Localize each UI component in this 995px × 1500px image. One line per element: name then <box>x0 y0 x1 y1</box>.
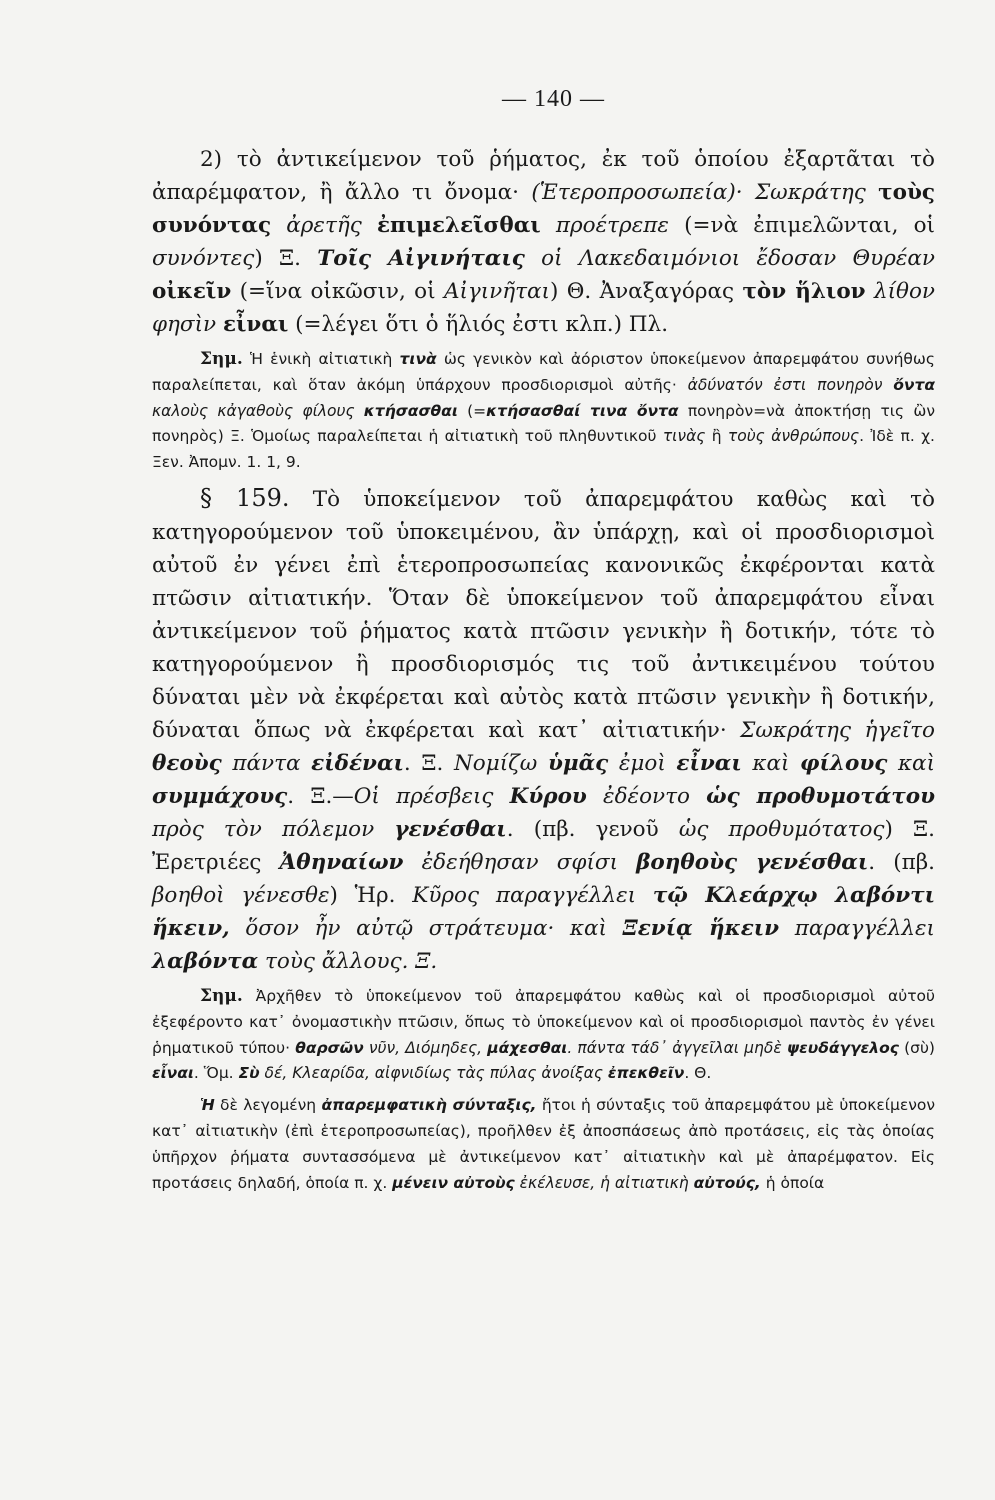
emph: ὑμᾶς <box>547 750 609 776</box>
text: Αἰγινῆται <box>443 279 550 304</box>
emph: θεοὺς <box>152 750 222 776</box>
text: ὡς γενικὸν καὶ ἀόριστον ὑποκείμενον ἀπαρεμφάτου συνήθως παραλείπεται, καὶ ὅταν ἀκόμη ὑπάρχουν προσδιορισμοὶ αὐτῆς· <box>152 350 935 394</box>
text: (=ἵνα οἰκῶσιν, οἱ <box>231 279 444 304</box>
text: πρὸς τὸν πόλεμον <box>152 816 395 842</box>
emph: ψευδάγγελος <box>786 1038 899 1057</box>
emph: εἶναι <box>676 750 742 776</box>
emph: Τοῖς Αἰγινήταις <box>317 246 525 271</box>
text: Οἱ πρέσβεις <box>353 783 510 809</box>
text: τινὰς <box>662 427 706 446</box>
note-3 <box>152 1093 935 1196</box>
text: 2) τὸ ἀντικείμενον τοῦ ῥήματος, ἐκ τοῦ ὁποίου ἐξαρτᾶται τὸ ἀπαρέμφατον, ἢ ἄλλο τι ὄνομα· <box>152 147 935 205</box>
emph: τινὰ <box>399 350 437 368</box>
emph: φίλους <box>800 750 888 776</box>
emph: εἶναι <box>222 312 289 337</box>
paragraph-159 <box>152 482 935 978</box>
section-number: § 159. <box>200 483 290 512</box>
text: οἱ Λακεδαιμόνιοι ἔδοσαν Θυρέαν <box>524 246 935 271</box>
text: δὲ λεγομένη <box>214 1096 322 1115</box>
note-2 <box>152 984 935 1087</box>
text: . Ξ.— <box>287 783 354 809</box>
text: δέ, Κλεαρίδα, αἰφνιδίως τὰς πύλας ἀνοίξας <box>259 1064 608 1083</box>
text: ὡς προθυμότατος <box>678 816 885 842</box>
text: . πάντα τάδ᾽ ἀγγεῖλαι μηδὲ <box>567 1038 787 1057</box>
text: . Θ. <box>684 1064 712 1083</box>
text: ἐδέοντο <box>586 783 707 809</box>
emph: εἰδέναι <box>311 750 404 776</box>
emph: οἰκεῖν <box>152 279 232 304</box>
note-1 <box>152 347 935 476</box>
text: προέτρεπε <box>540 213 685 238</box>
emph: ὡς προθυμοτάτου <box>706 783 935 809</box>
emph: θαρσῶν <box>295 1038 364 1057</box>
emph: κτήσασθαι <box>363 401 458 420</box>
emph: ἀπαρεμφατικὴ σύνταξις, <box>321 1096 537 1115</box>
text: καὶ <box>887 750 936 776</box>
emph: μένειν αὐτοὺς <box>392 1173 515 1192</box>
emph: τὸν ἥλιον <box>742 279 866 304</box>
emph: λαβόντα <box>152 948 259 974</box>
emph: μάχεσθαι <box>487 1038 568 1057</box>
text: Ἀρχῆθεν τὸ ὑποκείμενον τοῦ ἀπαρεμφάτου καθὼς καὶ οἱ προσδιορισμοὶ αὐτοῦ ἐξεφέροντο κατ᾽ ὀνομαστικὴν πτῶσιν, ὅπως τὸ ὑποκείμενον καὶ οἱ προσδιορισμοὶ παντὸς ἐν γένει ῥηματικοῦ τύπου· <box>152 986 935 1057</box>
emph: Ἀθηναίων <box>279 849 404 875</box>
emph: Σὺ <box>238 1064 260 1083</box>
note-label: Σημ. <box>200 985 243 1006</box>
text: Ἡ ἑνικὴ αἰτιατικὴ <box>242 350 400 368</box>
text: . (πβ. <box>868 849 936 875</box>
text: . Ὅμ. <box>193 1064 239 1083</box>
emph: ἐπεκθεῖν <box>607 1064 685 1083</box>
text: λίθον φησὶν <box>152 279 935 337</box>
text: ) Ἡρ. <box>329 882 413 908</box>
text: τοὺς ἀνθρώπους <box>727 427 860 446</box>
emph: τῷ Κλεάρχῳ λαβόντι ἥκειν, <box>152 882 935 941</box>
emph: Ἡ <box>200 1096 215 1115</box>
text: (=νὰ ἐπιμελῶνται, οἱ <box>684 213 935 238</box>
text: Τὸ ὑποκείμενον τοῦ ἀπαρεμφάτου καθὼς καὶ τὸ κατηγορούμενον τοῦ ὑποκειμένου, ἂν ὑπάρχῃ, καὶ οἱ προσδιορισμοὶ αὐτοῦ ἐν γένει ἐπὶ ἑτεροπροσωπείας κανονικῶς ἐκφέρονται κατὰ πτῶσιν αἰτιατικήν. Ὅταν δὲ ὑποκείμενον τοῦ ἀπαρεμφάτου εἶναι ἀντικείμενον τοῦ ῥήματος κατὰ πτῶσιν γενικὴν ἢ δοτικήν, τότε τὸ κατηγορούμενον ἢ προσδιορισμός τις τοῦ ἀντικειμένου τούτου δύναται μὲν νὰ ἐκφέρεται καὶ αὐτὸς κατὰ πτῶσιν γενικὴν ἢ δοτικήν, δύναται ὅπως νὰ ἐκφέρεται καὶ κατ᾽ αἰτιατικήν· <box>152 486 935 743</box>
text: νῦν, Διόμηδες, <box>363 1038 488 1057</box>
text: . (πβ. γενοῦ <box>506 816 679 842</box>
text: . Ἰδὲ π. χ. Ξεν. Ἀπομν. 1. 1, 9. <box>152 427 935 472</box>
text: Νομίζω <box>453 750 548 776</box>
text: ἡ ὁποία <box>760 1173 825 1192</box>
text: ἀρετῆς <box>271 213 377 238</box>
text: (Ἑτεροπροσωπεία)· Σωκράτης <box>531 180 879 205</box>
emph: τοὺς συνόντας <box>152 180 935 238</box>
emph: συμμάχους <box>152 783 288 809</box>
emph: ὄντα <box>893 375 935 394</box>
emph: Ξενίᾳ ἥκειν <box>622 915 780 941</box>
note-label: Σημ. <box>200 349 243 369</box>
text: ) Θ. Ἀναξαγόρας <box>549 279 743 304</box>
text: Σωκράτης ἡγεῖτο <box>740 717 935 743</box>
text: Κῦρος παραγγέλλει <box>412 882 653 908</box>
text: . Ξ. <box>403 750 454 776</box>
text: (σὺ) <box>898 1038 935 1057</box>
text: τοὺς ἄλλους. Ξ. <box>258 948 438 974</box>
page-number: — 140 — <box>502 86 605 112</box>
text: καὶ <box>741 750 801 776</box>
text: πονηρὸν=νὰ ἀποκτήσῃ τις ὢν πονηρὸς) Ξ. Ὁμοίως παραλείπεται ἡ αἰτιατικὴ τοῦ πληθυντικοῦ <box>152 401 936 446</box>
paragraph-object-case <box>152 143 935 341</box>
text: ἐμοὶ <box>608 750 677 776</box>
text: ἤτοι ἡ σύνταξις τοῦ ἀπαρεμφάτου μὲ ὑποκείμενον κατ᾽ αἰτιατικὴν (ἐπὶ ἑτεροπροσωπείας), προῆλθεν ἐξ ἀποσπάσεως ἀπὸ προτάσεις, εἰς τὰς ὁποίας ὑπῆρχον ῥήματα συντασσόμενα μὲ ἀντικείμενον κατ᾽ αἰτιατικὴν καὶ μὲ ἀπαρέμφατον. Εἰς προτάσεις δηλαδή, ὁποία π. χ. <box>152 1096 936 1192</box>
text: συνόντες <box>152 246 255 271</box>
text: παραγγέλλει <box>779 915 935 941</box>
text: πάντα <box>221 750 312 776</box>
text: ) Ξ. <box>254 246 318 271</box>
text: (= <box>457 401 487 420</box>
emph: εἶναι <box>152 1064 194 1083</box>
text: ἢ <box>705 427 728 446</box>
emph: γενέσθαι <box>394 816 507 842</box>
emph: αὐτούς, <box>693 1173 761 1192</box>
emph: ἐπιμελεῖσθαι <box>376 213 541 238</box>
emph: βοηθοὺς γενέσθαι <box>636 849 869 875</box>
text: ὅσον ἦν αὐτῷ στράτευμα· καὶ <box>229 915 623 941</box>
emph: Κύρου <box>509 783 587 809</box>
text: ) Ξ. Ἐρετριέες <box>152 816 935 875</box>
emph: κτήσασθαί τινα ὄντα <box>486 401 679 420</box>
text: βοηθοὶ γένεσθε <box>152 882 330 908</box>
text: ἐκέλευσε, ἡ αἰτιατικὴ <box>514 1173 694 1192</box>
text: (=λέγει ὅτι ὁ ἥλιός ἐστι κλπ.) Πλ. <box>288 312 669 337</box>
text: ἀδύνατόν ἐστι πονηρὸν <box>687 375 894 394</box>
text: ἐδεήθησαν σφίσι <box>403 849 637 875</box>
text: καλοὺς κἀγαθοὺς φίλους <box>152 401 364 420</box>
